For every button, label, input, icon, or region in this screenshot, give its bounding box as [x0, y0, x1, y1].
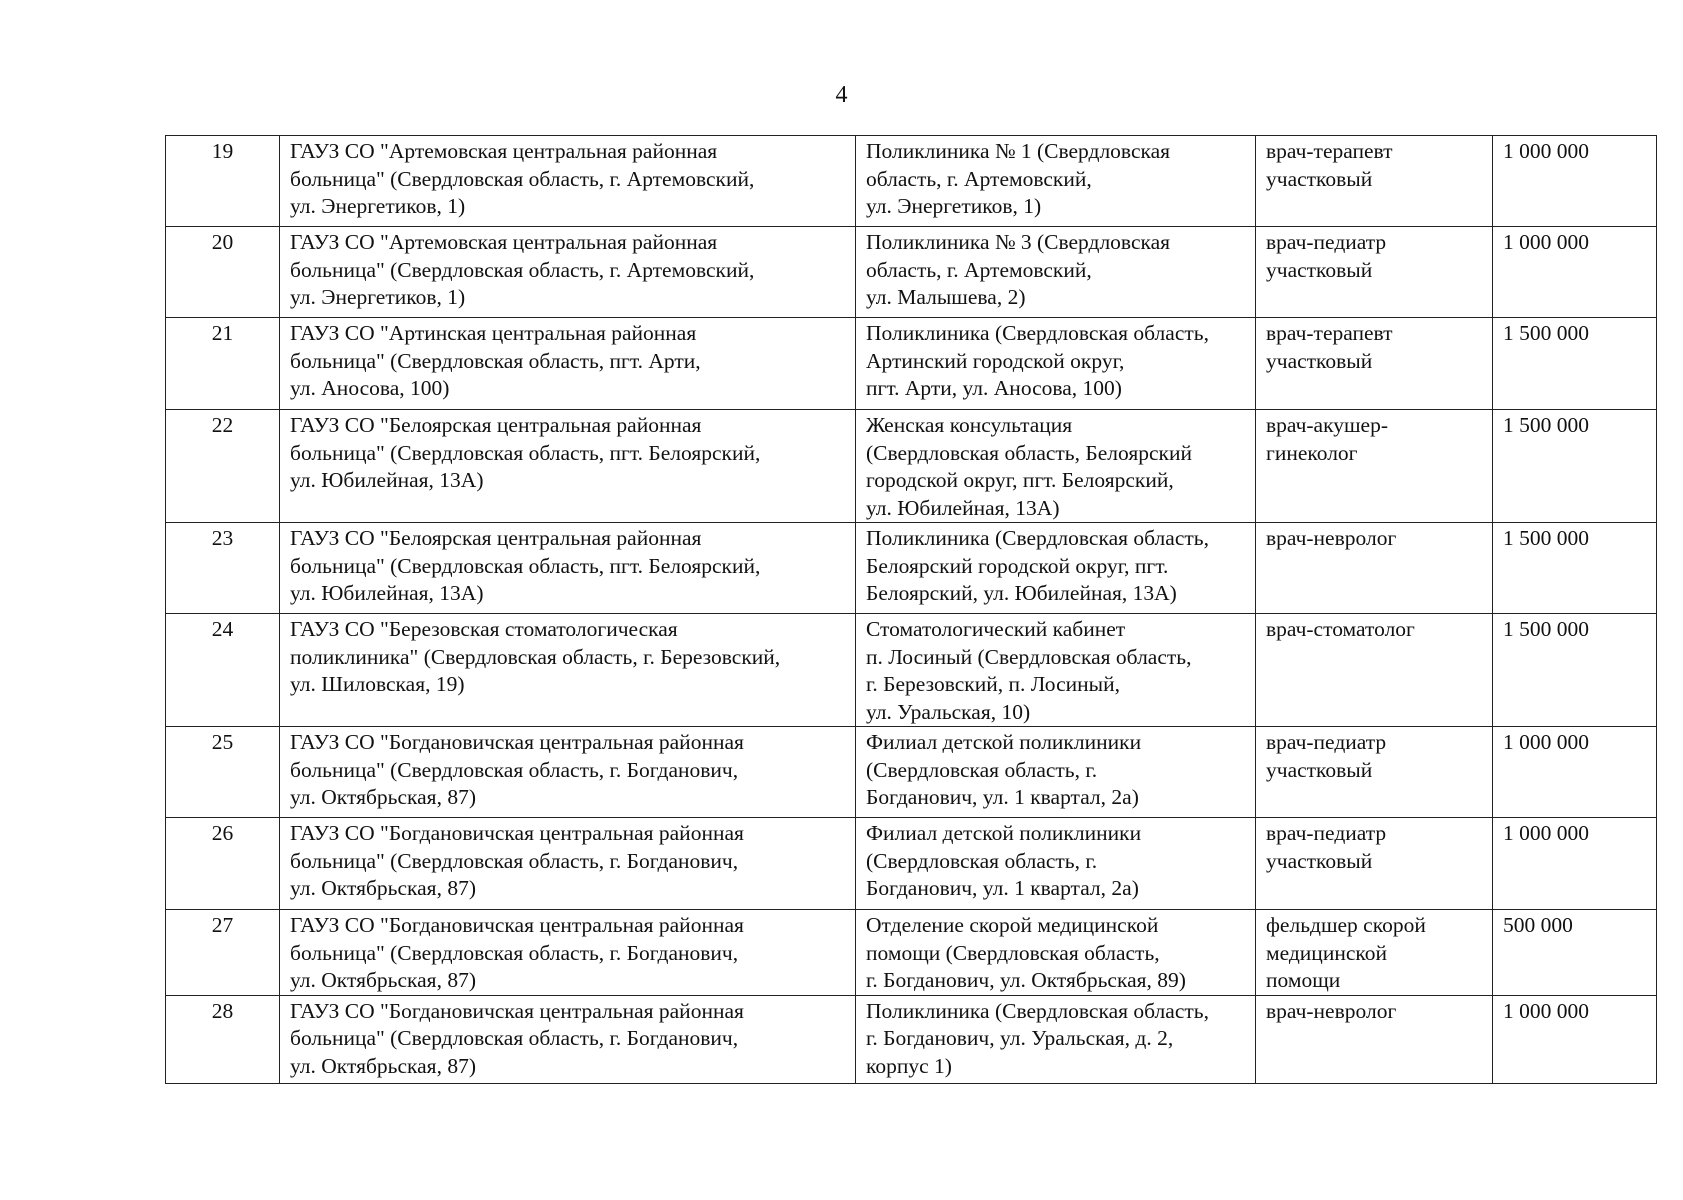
- position-cell: [1256, 318, 1493, 410]
- position-cell-line: врач-акушер-: [1266, 413, 1388, 437]
- workplace-cell: [856, 910, 1256, 996]
- position-cell-line: врач-невролог: [1266, 998, 1397, 1023]
- position-cell-line: участковый: [1266, 757, 1373, 782]
- workplace-cell-line: п. Лосиный (Свердловская область,: [866, 644, 1192, 669]
- workplace-cell: [856, 227, 1256, 318]
- amount-cell: 1 500 000: [1493, 614, 1657, 727]
- organization-cell-line: ГАУЗ СО "Богдановичская центральная районная: [290, 998, 744, 1023]
- amount-cell: 1 500 000: [1493, 410, 1657, 523]
- workplace-cell-line: Богданович, ул. 1 квартал, 2а): [866, 876, 1139, 900]
- organization-cell: [280, 910, 856, 996]
- workplace-cell: [856, 818, 1256, 910]
- workplace-cell: [856, 318, 1256, 410]
- position-cell-line: врач-педиатр: [1266, 821, 1387, 845]
- table-row: [166, 818, 1657, 910]
- amount-cell: 1 500 000: [1493, 318, 1657, 410]
- organization-cell-line: больница" (Свердловская область, г. Артемовский,: [290, 257, 755, 282]
- position-cell-line: фельдшер скорой: [1266, 913, 1426, 937]
- organization-cell: [280, 614, 856, 727]
- organization-cell-line: ул. Энергетиков, 1): [290, 285, 466, 309]
- workplace-cell-line: область, г. Артемовский,: [866, 257, 1092, 282]
- organization-cell-line: ГАУЗ СО "Артинская центральная районная: [290, 321, 697, 345]
- amount-cell: 1 500 000: [1493, 523, 1657, 614]
- workplace-cell-line: городской округ, пгт. Белоярский,: [866, 468, 1174, 492]
- amount-cell: 500 000: [1493, 910, 1657, 996]
- table-row: [166, 614, 1657, 727]
- workplace-cell-line: ул. Юбилейная, 13А): [866, 495, 1060, 520]
- organization-cell-line: ГАУЗ СО "Богдановичская центральная районная: [290, 730, 744, 754]
- organization-cell-line: ул. Октябрьская, 87): [290, 785, 476, 809]
- organization-cell-line: ул. Юбилейная, 13А): [290, 468, 484, 492]
- position-cell-line: врач-невролог: [1266, 526, 1397, 550]
- organization-cell: [280, 227, 856, 318]
- table-row: [166, 318, 1657, 410]
- position-cell: [1256, 614, 1493, 727]
- organization-cell-line: ул. Энергетиков, 1): [290, 194, 466, 218]
- workplace-cell-line: область, г. Артемовский,: [866, 166, 1092, 191]
- amount-cell: 1 000 000: [1493, 136, 1657, 227]
- workplace-cell-line: Филиал детской поликлиники: [866, 821, 1142, 845]
- workplace-cell-line: Отделение скорой медицинской: [866, 913, 1159, 937]
- workplace-cell-line: Поликлиника № 1 (Свердловская: [866, 139, 1171, 163]
- organization-cell-line: ул. Октябрьская, 87): [290, 876, 476, 900]
- organization-cell-line: больница" (Свердловская область, пгт. Белоярский,: [290, 553, 761, 578]
- workplace-cell: [856, 410, 1256, 523]
- table-row: [166, 727, 1657, 818]
- amount-cell: 1 000 000: [1493, 995, 1657, 1083]
- table-row: [166, 910, 1657, 996]
- organization-cell: [280, 318, 856, 410]
- organization-cell-line: ГАУЗ СО "Богдановичская центральная районная: [290, 821, 744, 845]
- workplace-cell-line: Женская консультация: [866, 413, 1073, 437]
- workplace-cell-line: (Свердловская область, Белоярский: [866, 440, 1192, 465]
- table-row: [166, 136, 1657, 227]
- workplace-cell-line: Белоярский городской округ, пгт.: [866, 553, 1169, 578]
- workplace-cell-line: (Свердловская область, г.: [866, 848, 1098, 873]
- position-cell: [1256, 523, 1493, 614]
- organization-cell-line: ул. Юбилейная, 13А): [290, 581, 484, 605]
- workplace-cell: [856, 614, 1256, 727]
- organization-cell-line: поликлиника" (Свердловская область, г. Березовский,: [290, 644, 781, 669]
- position-cell-line: врач-терапевт: [1266, 321, 1393, 345]
- workplace-cell-line: Артинский городской округ,: [866, 348, 1125, 373]
- workplace-cell-line: Богданович, ул. 1 квартал, 2а): [866, 785, 1139, 809]
- table-row: [166, 410, 1657, 523]
- organization-cell: [280, 995, 856, 1083]
- organization-cell-line: ГАУЗ СО "Артемовская центральная районная: [290, 139, 718, 163]
- row-number: 23: [166, 523, 280, 614]
- workplace-cell: [856, 995, 1256, 1083]
- workplace-cell-line: Поликлиника (Свердловская область,: [866, 526, 1209, 550]
- amount-cell: 1 000 000: [1493, 727, 1657, 818]
- row-number: 28: [166, 995, 280, 1083]
- position-cell-line: участковый: [1266, 257, 1373, 282]
- table-row: [166, 995, 1657, 1083]
- workplace-cell-line: (Свердловская область, г.: [866, 757, 1098, 782]
- row-number: 19: [166, 136, 280, 227]
- workplace-cell-line: Поликлиника (Свердловская область,: [866, 998, 1209, 1023]
- organization-cell: [280, 523, 856, 614]
- workplace-cell-line: г. Богданович, ул. Уральская, д. 2,: [866, 1026, 1174, 1050]
- position-cell-line: медицинской: [1266, 940, 1387, 965]
- row-number: 22: [166, 410, 280, 523]
- organization-cell-line: ГАУЗ СО "Богдановичская центральная районная: [290, 913, 744, 937]
- document-table: [165, 135, 1657, 1084]
- position-cell-line: врач-терапевт: [1266, 139, 1393, 163]
- workplace-cell-line: Поликлиника № 3 (Свердловская: [866, 230, 1171, 254]
- organization-cell-line: больница" (Свердловская область, пгт. Белоярский,: [290, 440, 761, 465]
- organization-cell-line: ул. Аносова, 100): [290, 376, 450, 400]
- position-cell-line: помощи: [1266, 968, 1341, 992]
- workplace-cell-line: Стоматологический кабинет: [866, 617, 1126, 641]
- workplace-cell-line: ул. Малышева, 2): [866, 285, 1026, 309]
- row-number: 26: [166, 818, 280, 910]
- organization-cell-line: ГАУЗ СО "Артемовская центральная районная: [290, 230, 718, 254]
- position-cell: [1256, 910, 1493, 996]
- position-cell-line: врач-стоматолог: [1266, 617, 1415, 641]
- row-number: 27: [166, 910, 280, 996]
- organization-cell: [280, 410, 856, 523]
- position-cell: [1256, 818, 1493, 910]
- position-cell: [1256, 995, 1493, 1083]
- workplace-cell-line: пгт. Арти, ул. Аносова, 100): [866, 376, 1122, 400]
- workplace-cell-line: г. Богданович, ул. Октябрьская, 89): [866, 968, 1186, 992]
- organization-cell-line: ГАУЗ СО "Березовская стоматологическая: [290, 617, 678, 641]
- row-number: 24: [166, 614, 280, 727]
- row-number: 20: [166, 227, 280, 318]
- organization-cell-line: больница" (Свердловская область, г. Богданович,: [290, 848, 739, 873]
- organization-cell-line: больница" (Свердловская область, г. Богданович,: [290, 757, 739, 782]
- page-number: 4: [835, 82, 848, 108]
- workplace-cell-line: помощи (Свердловская область,: [866, 940, 1160, 965]
- organization-cell-line: больница" (Свердловская область, г. Богданович,: [290, 1026, 739, 1050]
- organization-cell-line: больница" (Свердловская область, г. Богданович,: [290, 940, 739, 965]
- organization-cell-line: ул. Октябрьская, 87): [290, 1053, 476, 1078]
- position-cell: [1256, 136, 1493, 227]
- workplace-cell: [856, 523, 1256, 614]
- position-cell-line: врач-педиатр: [1266, 730, 1387, 754]
- workplace-cell-line: ул. Энергетиков, 1): [866, 194, 1042, 218]
- organization-cell-line: ГАУЗ СО "Белоярская центральная районная: [290, 413, 702, 437]
- workplace-cell-line: Поликлиника (Свердловская область,: [866, 321, 1209, 345]
- workplace-cell-line: корпус 1): [866, 1053, 952, 1078]
- workplace-cell: [856, 136, 1256, 227]
- table-row: [166, 227, 1657, 318]
- position-cell-line: участковый: [1266, 166, 1373, 191]
- workplace-cell: [856, 727, 1256, 818]
- table-body: [166, 136, 1657, 1084]
- position-cell: [1256, 410, 1493, 523]
- organization-cell-line: ул. Октябрьская, 87): [290, 968, 476, 992]
- position-cell-line: гинеколог: [1266, 440, 1358, 465]
- workplace-cell-line: Филиал детской поликлиники: [866, 730, 1142, 754]
- organization-cell: [280, 818, 856, 910]
- row-number: 25: [166, 727, 280, 818]
- organization-cell-line: больница" (Свердловская область, г. Артемовский,: [290, 166, 755, 191]
- organization-cell-line: ГАУЗ СО "Белоярская центральная районная: [290, 526, 702, 550]
- workplace-cell-line: г. Березовский, п. Лосиный,: [866, 672, 1120, 696]
- position-cell-line: участковый: [1266, 848, 1373, 873]
- table-row: [166, 523, 1657, 614]
- organization-cell-line: больница" (Свердловская область, пгт. Арти,: [290, 348, 701, 373]
- organization-cell-line: ул. Шиловская, 19): [290, 672, 465, 696]
- amount-cell: 1 000 000: [1493, 818, 1657, 910]
- position-cell: [1256, 227, 1493, 318]
- amount-cell: 1 000 000: [1493, 227, 1657, 318]
- position-cell: [1256, 727, 1493, 818]
- position-cell-line: участковый: [1266, 348, 1373, 373]
- organization-cell: [280, 727, 856, 818]
- organization-cell: [280, 136, 856, 227]
- workplace-cell-line: ул. Уральская, 10): [866, 699, 1031, 724]
- row-number: 21: [166, 318, 280, 410]
- workplace-cell-line: Белоярский, ул. Юбилейная, 13А): [866, 581, 1177, 605]
- position-cell-line: врач-педиатр: [1266, 230, 1387, 254]
